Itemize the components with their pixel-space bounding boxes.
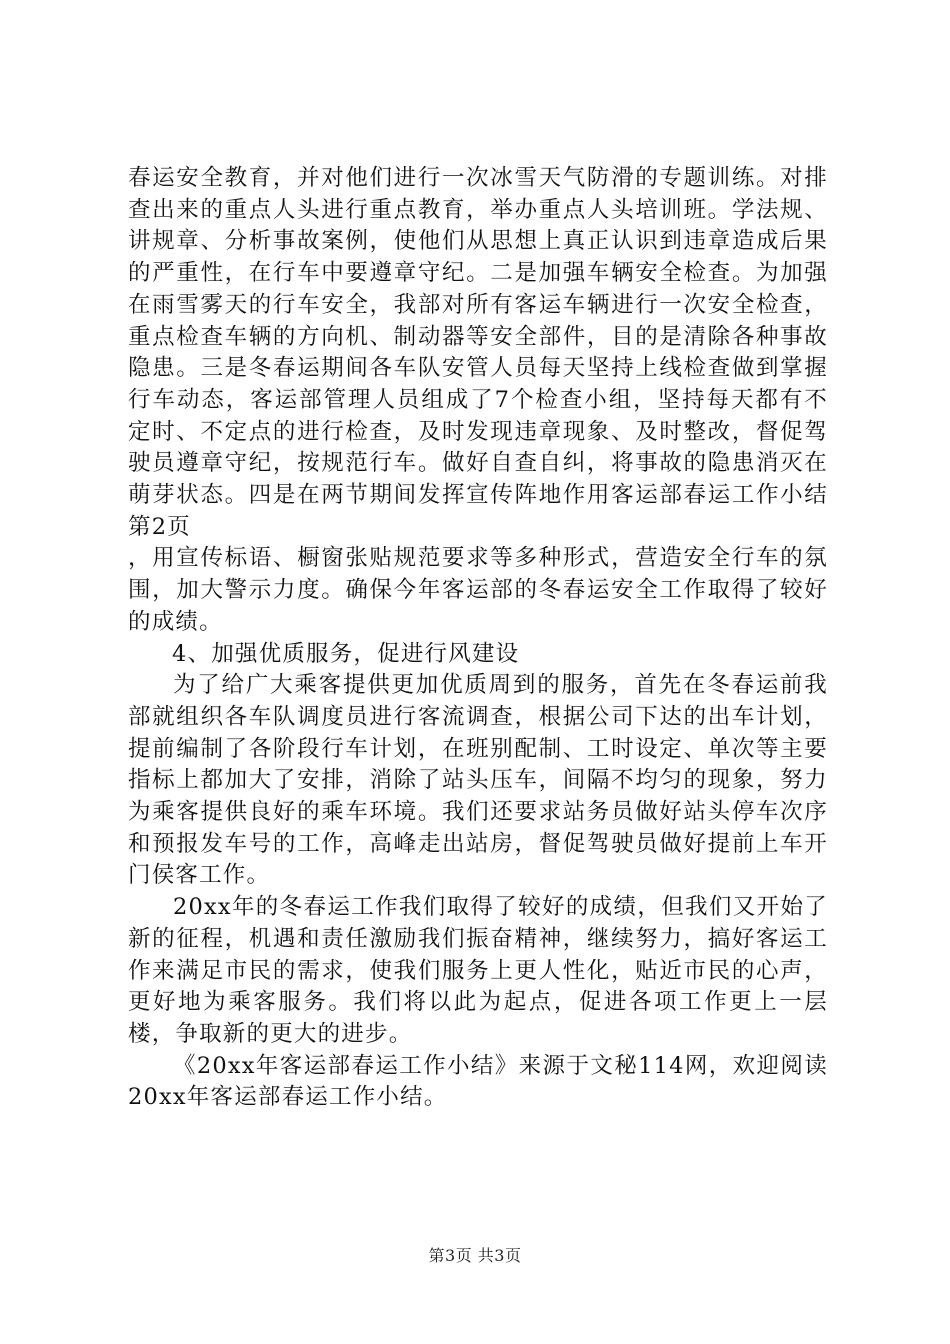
paragraph-source-note: 《20xx年客运部春运工作小结》来源于文秘114网，欢迎阅读20xx年客运部春运工作小结。 bbox=[128, 1052, 828, 1111]
paragraph-safety-education: 春运安全教育，并对他们进行一次冰雪天气防滑的专题训练。对排查出来的重点人头进行重点教育，举办重点人头培训班。学法规、讲规章、分析事故案例，使他们从思想上真正认识到违章造成后果的严重性，在行车中要遵章守纪。二是加强车辆安全检查。为加强在雨雪雾天的行车安全，我部对所有客运车辆进行一次安全检查，重点检查车辆的方向机、制动器等安全部件，目的是清除各种事故隐患。三是冬春运期间各车队安管人员每天坚持上线检查做到掌握行车动态，客运部管理人员组成了7个检查小组，坚持每天都有不定时、不定点的进行检查，及时发现违章现象、及时整改，督促驾驶员遵章守纪，按规范行车。做好自查自纠，将事故的隐患消灭在萌芽状态。四是在两节期间发挥宣传阵地作用客运部春运工作小结第2页 bbox=[128, 165, 828, 540]
page-footer: 第3页 共3页 bbox=[428, 1246, 522, 1265]
paragraph-service: 为了给广大乘客提供更加优质周到的服务，首先在冬春运前我部就组织各车队调度员进行客流调查，根据公司下达的出车计划，提前编制了各阶段行车计划，在班别配制、工时设定、单次等主要指标上都加大了安排，消除了站头压车，间隔不均匀的现象，努力为乘客提供良好的乘车环境。我们还要求站务员做好站头停车次序和预报发车号的工作，高峰走出站房，督促驾驶员做好提前上车开门侯客工作。 bbox=[128, 672, 828, 889]
section-heading-service: 4、加强优质服务，促进行风建设 bbox=[172, 640, 520, 667]
paragraph-publicity: ，用宣传标语、橱窗张贴规范要求等多种形式，营造安全行车的氛围，加大警示力度。确保今年客运部的冬春运安全工作取得了较好的成绩。 bbox=[128, 545, 828, 635]
paragraph-summary: 20xx年的冬春运工作我们取得了较好的成绩，但我们又开始了新的征程，机遇和责任激励我们振奋精神，继续努力，搞好客运工作来满足市民的需求，使我们服务上更人性化，贴近市民的心声，更好地为乘客服务。我们将以此为起点，促进各项工作更上一层楼，争取新的更大的进步。 bbox=[128, 894, 828, 1047]
document-body bbox=[128, 163, 828, 1114]
